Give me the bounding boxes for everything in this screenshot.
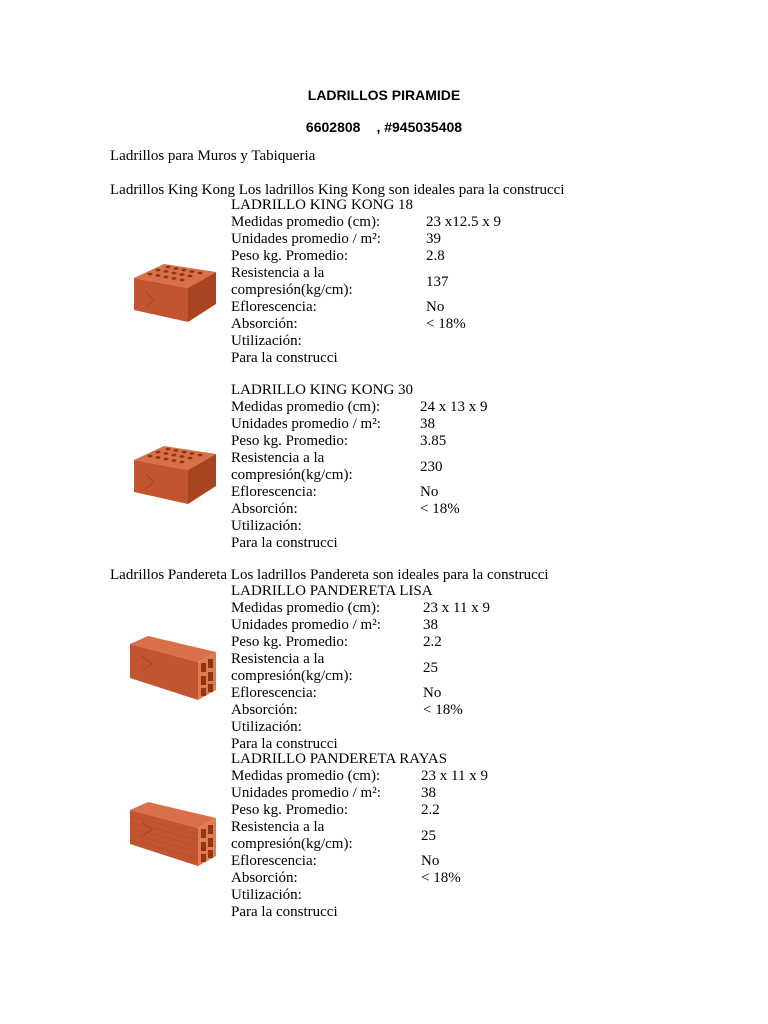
spec-row-absorcion	[231, 870, 591, 887]
spec-label: Unidades promedio / m²:	[231, 617, 381, 633]
spec-row-utilizacion	[231, 887, 591, 904]
spec-row-utilizacion	[231, 719, 591, 736]
spec-label: Absorción:	[231, 702, 298, 718]
spec-label: Medidas promedio (cm):	[231, 768, 381, 784]
spec-label: Medidas promedio (cm):	[231, 600, 381, 616]
spec-label-line: Resistencia a la	[231, 265, 325, 281]
spec-row-medidas	[231, 399, 591, 416]
spec-value: 38	[421, 785, 436, 801]
product-name: LADRILLO PANDERETA RAYAS	[231, 751, 448, 767]
spec-row-eflorescencia	[231, 685, 591, 702]
spec-row-medidas	[231, 768, 591, 785]
spec-label-line: compresión(kg/cm):	[231, 282, 353, 298]
spec-label-line: compresión(kg/cm):	[231, 836, 353, 852]
spec-value: No	[426, 299, 445, 315]
spec-value: < 18%	[423, 702, 463, 718]
spec-label: Peso kg. Promedio:	[231, 634, 349, 650]
spec-label-line: compresión(kg/cm):	[231, 668, 353, 684]
spec-label: Eflorescencia:	[231, 685, 317, 701]
spec-label: Utilización:	[231, 887, 302, 903]
spec-value: 2.2	[423, 634, 442, 650]
spec-row-utilizacion	[231, 518, 591, 535]
spec-label-line: Resistencia a la	[231, 450, 325, 466]
spec-value: 23 x 11 x 9	[423, 600, 490, 616]
spec-label: Peso kg. Promedio:	[231, 802, 349, 818]
spec-row-resistencia	[231, 651, 591, 685]
document-title: LADRILLOS PIRAMIDE	[307, 87, 461, 103]
spec-value: 3.85	[420, 433, 447, 449]
product-name: LADRILLO KING KONG 30	[231, 382, 414, 398]
spec-value: 38	[423, 617, 438, 633]
pandereta-rayas-brick-image	[126, 798, 220, 870]
spec-row-absorcion	[231, 501, 591, 518]
spec-label: Utilización:	[231, 518, 302, 534]
spec-value: 137	[426, 274, 449, 290]
phone-numbers	[0, 119, 768, 136]
spec-row-peso	[231, 248, 591, 265]
spec-label	[231, 265, 353, 299]
product-pandereta-lisa	[231, 583, 591, 753]
spec-label: Unidades promedio / m²:	[231, 231, 381, 247]
spec-value: 2.8	[426, 248, 445, 264]
spec-label	[231, 651, 353, 685]
product-name: LADRILLO PANDERETA LISA	[231, 583, 433, 599]
king-kong-30-brick-image	[128, 440, 220, 510]
spec-label-line: compresión(kg/cm):	[231, 467, 353, 483]
phone-number-2: , #945035408	[376, 119, 463, 135]
spec-value: 38	[420, 416, 435, 432]
spec-value: No	[423, 685, 442, 701]
utilizacion-text: Para la construcci	[231, 350, 338, 366]
spec-label: Eflorescencia:	[231, 484, 317, 500]
utilizacion-text: Para la construcci	[231, 904, 338, 920]
spec-label: Unidades promedio / m²:	[231, 416, 381, 432]
spec-label	[231, 450, 353, 484]
king-kong-18-brick-image	[128, 258, 220, 328]
spec-row-eflorescencia	[231, 853, 591, 870]
spec-value: 230	[420, 459, 443, 475]
spec-row-absorcion	[231, 316, 591, 333]
spec-row-medidas	[231, 214, 591, 231]
spec-label: Peso kg. Promedio:	[231, 433, 349, 449]
spec-row-resistencia	[231, 450, 591, 484]
section-heading-pandereta: Ladrillos Pandereta Los ladrillos Pandereta son ideales para la construcci	[110, 567, 549, 583]
spec-row-unidades	[231, 416, 591, 433]
spec-value: No	[421, 853, 440, 869]
product-king-kong-18	[231, 197, 591, 367]
spec-row-absorcion	[231, 702, 591, 719]
spec-label: Absorción:	[231, 316, 298, 332]
product-king-kong-30	[231, 382, 591, 552]
spec-value: < 18%	[426, 316, 466, 332]
spec-label: Utilización:	[231, 333, 302, 349]
spec-row-eflorescencia	[231, 484, 591, 501]
spec-row-unidades	[231, 785, 591, 802]
spec-label: Utilización:	[231, 719, 302, 735]
spec-row-unidades	[231, 231, 591, 248]
spec-label-line: Resistencia a la	[231, 819, 325, 835]
product-name: LADRILLO KING KONG 18	[231, 197, 414, 213]
spec-row-peso	[231, 634, 591, 651]
spec-label: Absorción:	[231, 870, 298, 886]
phone-number: 6602808	[305, 119, 361, 135]
intro-line: Ladrillos para Muros y Tabiqueria	[110, 148, 316, 164]
spec-row-peso	[231, 433, 591, 450]
pandereta-lisa-brick-image	[126, 632, 220, 704]
spec-label: Peso kg. Promedio:	[231, 248, 349, 264]
spec-value: 24 x 13 x 9	[420, 399, 488, 415]
spec-value: 23 x12.5 x 9	[426, 214, 501, 230]
utilizacion-text: Para la construcci	[231, 736, 338, 752]
utilizacion-text: Para la construcci	[231, 535, 338, 551]
spec-value: 2.2	[421, 802, 440, 818]
spec-value: 25	[421, 828, 436, 844]
spec-row-resistencia	[231, 819, 591, 853]
spec-label: Medidas promedio (cm):	[231, 214, 381, 230]
spec-label: Medidas promedio (cm):	[231, 399, 381, 415]
spec-label: Absorción:	[231, 501, 298, 517]
spec-label: Eflorescencia:	[231, 853, 317, 869]
product-pandereta-rayas	[231, 751, 591, 921]
spec-value: < 18%	[421, 870, 461, 886]
spec-label-line: Resistencia a la	[231, 651, 325, 667]
spec-row-resistencia	[231, 265, 591, 299]
spec-row-unidades	[231, 617, 591, 634]
spec-row-peso	[231, 802, 591, 819]
spec-label: Unidades promedio / m²:	[231, 785, 381, 801]
spec-label: Eflorescencia:	[231, 299, 317, 315]
spec-row-utilizacion	[231, 333, 591, 350]
spec-value: No	[420, 484, 439, 500]
section-heading-king-kong: Ladrillos King Kong Los ladrillos King Kong son ideales para la construcci	[110, 182, 565, 198]
spec-label	[231, 819, 353, 853]
spec-value: < 18%	[420, 501, 460, 517]
spec-row-medidas	[231, 600, 591, 617]
spec-value: 23 x 11 x 9	[421, 768, 488, 784]
spec-row-eflorescencia	[231, 299, 591, 316]
spec-value: 39	[426, 231, 441, 247]
spec-value: 25	[423, 660, 438, 676]
